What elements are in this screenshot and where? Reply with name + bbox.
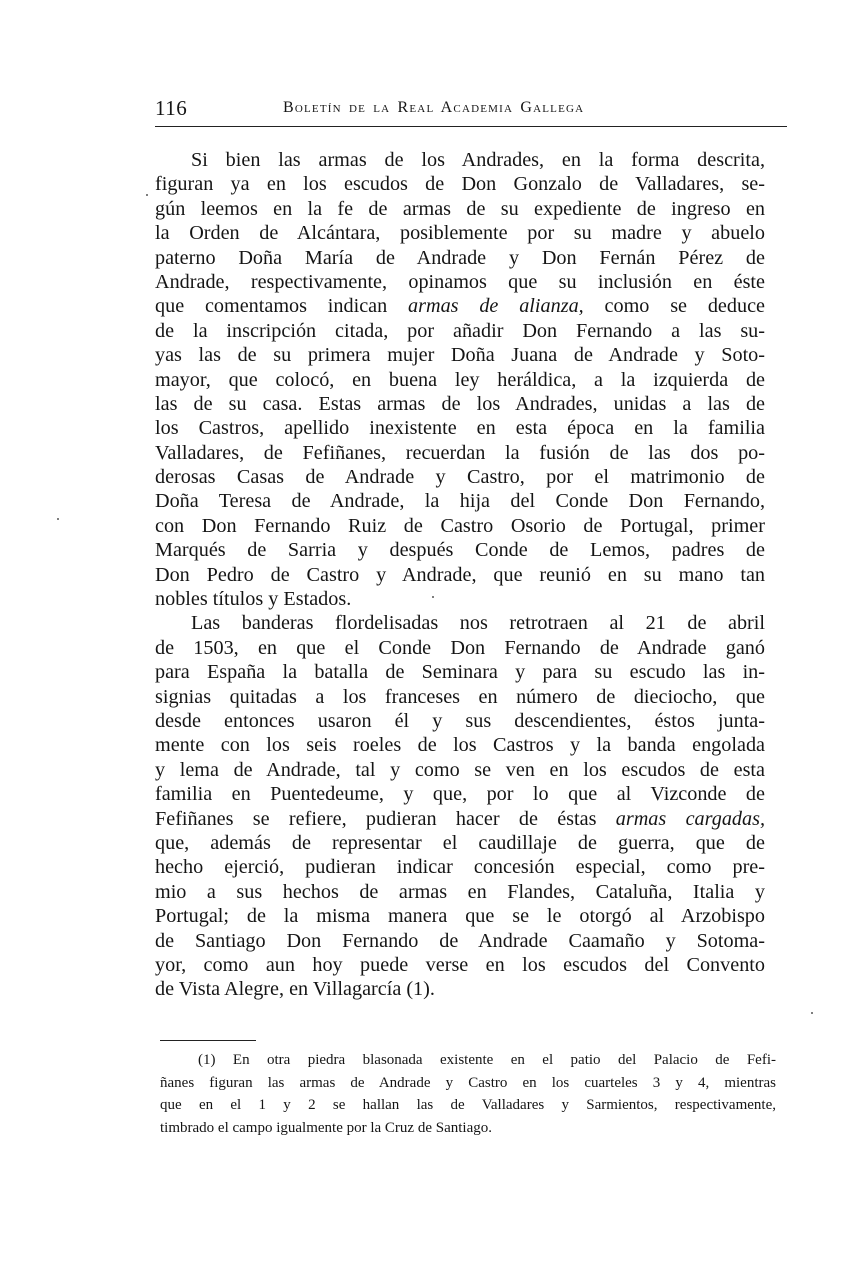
body-line: y lema de Andrade, tal y como se ven en los escudos de esta [155,758,765,781]
body-line: que, además de representar el caudillaje de guerra, que de [155,831,765,854]
body-line: yas las de su primera mujer Doña Juana de Andrade y Soto- [155,344,765,367]
body-line: los Castros, apellido inexistente en esta época en la familia [155,417,765,440]
body-line: figuran ya en los escudos de Don Gonzalo de Valladares, se- [155,173,765,196]
body-line: Fefiñanes se refiere, pudieran hacer de éstas armas cargadas, [155,807,766,830]
body-line: mayor, que colocó, en buena ley heráldica, a la izquierda de [155,368,765,391]
body-line: Doña Teresa de Andrade, la hija del Conde Don Fernando, [155,490,765,513]
running-head [155,96,787,127]
body-text [155,148,765,1002]
body-line: con Don Fernando Ruiz de Castro Osorio de Portugal, primer [155,514,765,537]
body-line: de la inscripción citada, por añadir Don Fernando a las su- [155,319,765,342]
footnote-rule [160,1040,256,1041]
italic-phrase: armas cargadas, [615,807,766,830]
scan-speck [432,596,434,598]
body-line: mente con los seis roeles de los Castros y la banda engolada [155,734,765,757]
page-number: 116 [155,96,188,120]
footnote-line: ñanes figuran las armas de Andrade y Castro en los cuarteles 3 y 4, mientras [160,1074,776,1091]
journal-title: Boletín de la Real Academia Gallega [283,99,585,116]
footnote [160,1049,776,1139]
body-line: de Vista Alegre, en Villagarcía (1). [155,978,435,1001]
body-line: la Orden de Alcántara, posiblemente por su madre y abuelo [155,222,765,245]
body-line: Don Pedro de Castro y Andrade, que reunió en su mano tan [155,563,765,586]
body-line: nobles títulos y Estados. [155,588,352,611]
body-line: yor, como aun hoy puede verse en los escudos del Convento [155,953,765,976]
italic-phrase: armas de alianza, [408,295,584,318]
body-line: derosas Casas de Andrade y Castro, por el matrimonio de [155,466,765,489]
body-line: gún leemos en la fe de armas de su expediente de ingreso en [155,197,765,220]
footnote-line: timbrado el campo igualmente por la Cruz de Santiago. [160,1119,492,1136]
scan-speck [57,518,59,520]
body-line: Marqués de Sarria y después Conde de Lemos, padres de [155,539,765,562]
body-line: que comentamos indican armas de alianza, como se deduce [155,295,765,318]
body-line: para España la batalla de Seminara y para su escudo las in- [155,661,765,684]
body-line: signias quitadas a los franceses en número de dieciocho, que [155,685,765,708]
footnote-line: que en el 1 y 2 se hallan las de Valladares y Sarmientos, respectivamente, [160,1097,776,1113]
body-line: hecho ejerció, pudieran indicar concesión especial, como pre- [155,856,765,879]
body-line: paterno Doña María de Andrade y Don Fernán Pérez de [155,246,765,269]
footnote-line: (1) En otra piedra blasonada existente en el patio del Palacio de Fefi- [198,1052,776,1068]
body-line: Las banderas flordelisadas nos retrotraen al 21 de abril [191,612,765,635]
body-line: las de su casa. Estas armas de los Andrades, unidas a las de [155,392,765,415]
body-line: Si bien las armas de los Andrades, en la forma descrita, [191,149,765,171]
body-line: Portugal; de la misma manera que se le otorgó al Arzobispo [155,905,765,928]
scan-speck [146,194,148,196]
scan-speck [811,1012,813,1014]
body-line: Valladares, de Fefiñanes, recuerdan la fusión de las dos po- [155,441,765,464]
body-line: de 1503, en que el Conde Don Fernando de Andrade ganó [155,636,765,659]
body-line: Andrade, respectivamente, opinamos que su inclusión en éste [155,270,765,293]
body-line: mio a sus hechos de armas en Flandes, Cataluña, Italia y [155,880,765,903]
body-line: desde entonces usaron él y sus descendientes, éstos junta- [155,709,765,732]
body-line: familia en Puentedeume, y que, por lo que al Vizconde de [155,783,765,806]
body-line: de Santiago Don Fernando de Andrade Caamaño y Sotoma- [155,929,765,952]
